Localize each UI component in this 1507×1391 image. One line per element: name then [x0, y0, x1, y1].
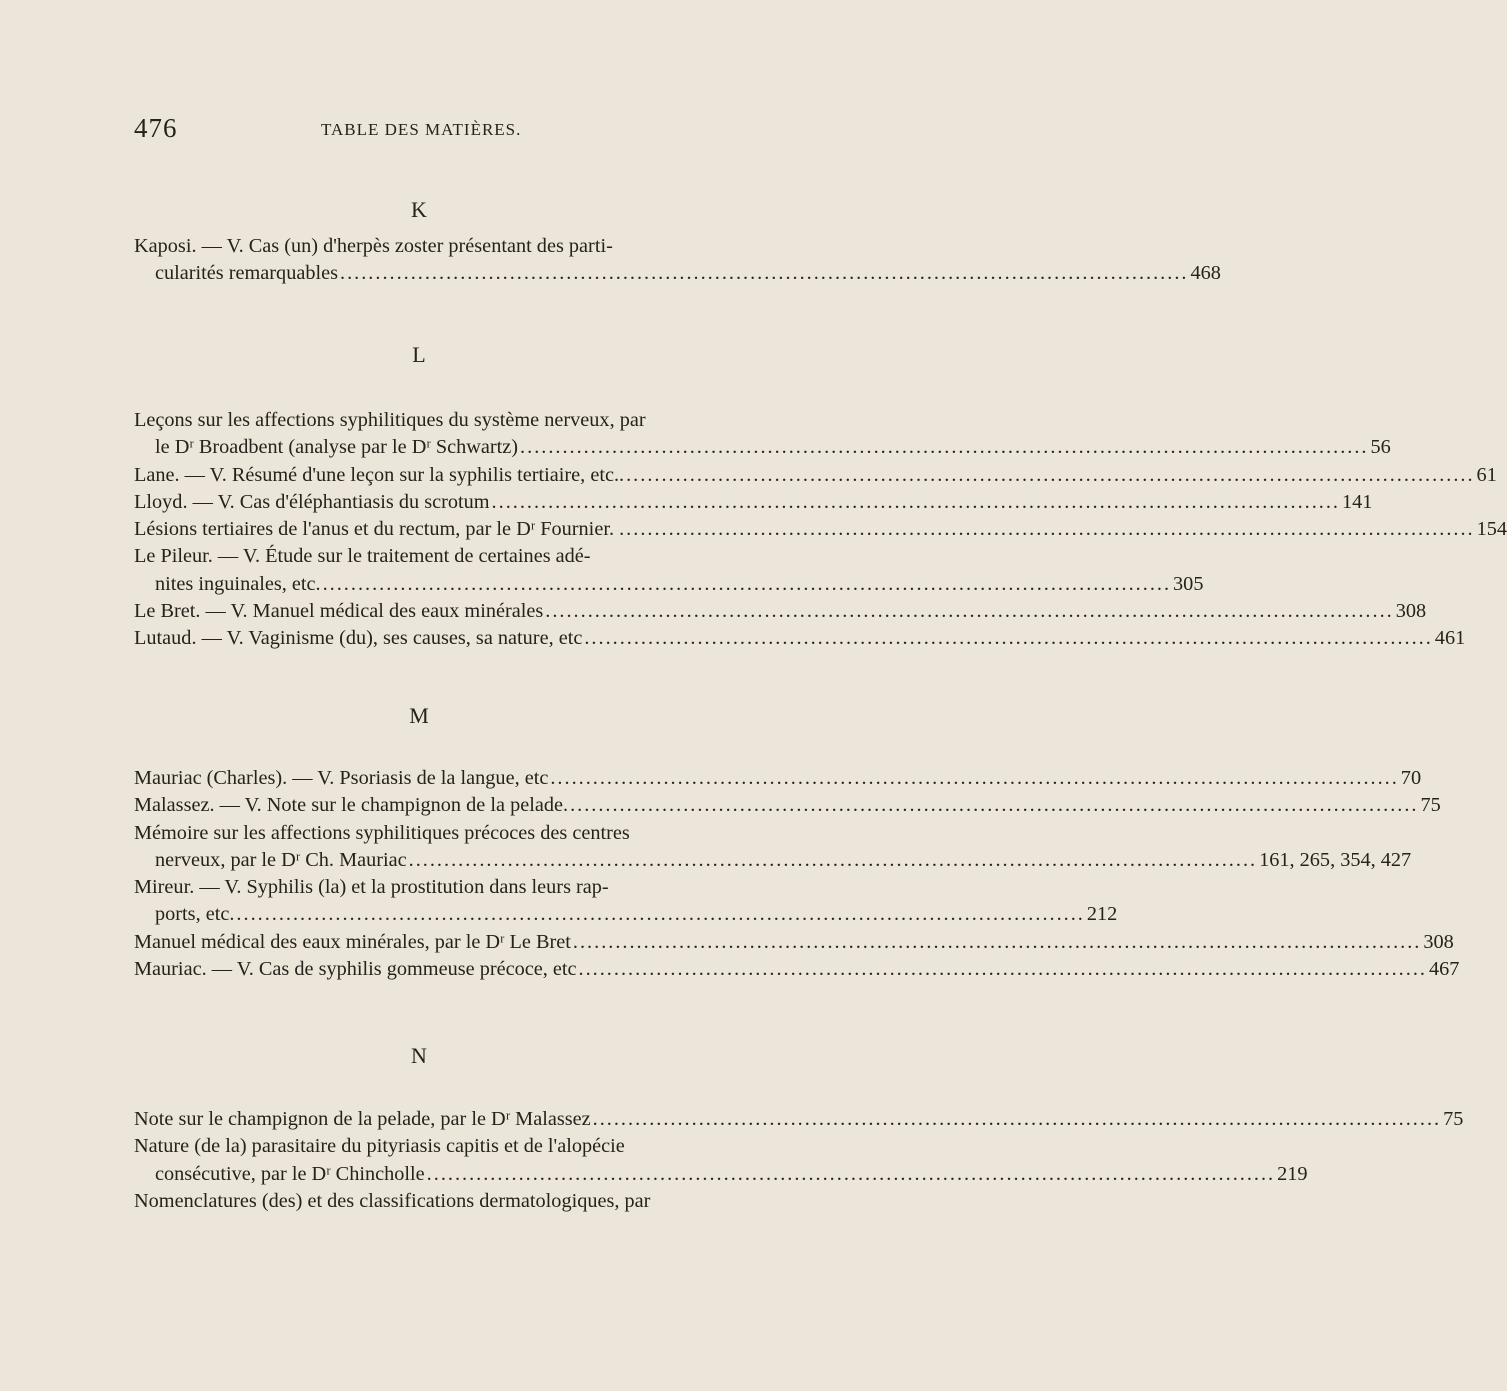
entry-text: Kaposi. — V. Cas (un) d'herpès zoster présentant des parti- — [134, 235, 613, 257]
page-reference: 75 — [1443, 1108, 1464, 1130]
entry-text: cularités remarquables — [155, 262, 339, 285]
section-letter-k: K — [411, 197, 427, 222]
section-m — [134, 765, 1460, 983]
entry-text: Nature (de la) parasitaire du pityriasis capitis et de l'alopécie — [134, 1135, 625, 1158]
entry-text: Lloyd. — V. Cas d'éléphantiasis du scrotum — [134, 490, 490, 513]
entry-text: Mireur. — V. Syphilis (la) et la prostitution dans leurs rap- — [134, 876, 609, 899]
dot-leader: ........................................................................................................................ — [520, 436, 1369, 459]
dot-leader: ........................................................................................................................ — [236, 903, 1085, 926]
page-reference: 56 — [1370, 436, 1391, 459]
dot-leader: ........................................................................................................................ — [426, 1162, 1276, 1185]
entry-line — [134, 1106, 1464, 1133]
entry-line — [134, 407, 706, 434]
page-number: 476 — [134, 113, 178, 143]
index-entry — [134, 792, 1441, 819]
entry-line — [134, 571, 1204, 598]
index-entry — [134, 407, 1391, 462]
entry-line — [134, 260, 1221, 287]
entry-text: Leçons sur les affections syphilitiques du système nerveux, par — [134, 409, 646, 431]
index-entry — [134, 929, 1454, 956]
index-entry — [134, 543, 1204, 598]
entry-text: Mauriac (Charles). — V. Psoriasis de la langue, etc — [134, 767, 549, 789]
index-entry — [134, 625, 1466, 652]
entry-line — [134, 543, 706, 570]
entry-line — [134, 874, 706, 901]
entry-text: Note sur le champignon de la pelade, par le Dʳ Malassez — [134, 1108, 591, 1130]
entry-text: nites inguinales, etc. — [155, 572, 321, 595]
entry-line — [134, 598, 1427, 625]
section-l — [134, 407, 1507, 653]
entry-line — [134, 820, 706, 847]
dot-leader: ........................................................................................................................ — [491, 490, 1340, 513]
index-entry — [134, 1188, 706, 1215]
dot-leader: ........................................................................................................................ — [592, 1108, 1442, 1130]
index-entry — [134, 462, 1497, 489]
entry-text: Lutaud. — V. Vaginisme (du), ses causes, sa nature, etc — [134, 627, 583, 650]
section-letter-m: M — [409, 703, 429, 728]
dot-leader: ........................................................................................................................ — [340, 262, 1189, 285]
entry-line — [134, 792, 1441, 819]
entry-text: Le Bret. — V. Manuel médical des eaux minérales — [134, 600, 544, 623]
page-reference: 308 — [1395, 600, 1427, 623]
entry-line — [134, 1161, 1308, 1188]
section-n — [134, 1106, 1464, 1215]
entry-text: Lésions tertiaires de l'anus et du rectum, par le Dʳ Fournier. . — [134, 518, 625, 541]
index-entry — [134, 489, 1373, 516]
entry-text: Le Pileur. — V. Étude sur le traitement de certaines adé- — [134, 545, 591, 568]
page-reference: 461 — [1434, 627, 1466, 650]
dot-leader: ........................................................................................................................ — [408, 848, 1258, 871]
page-reference: 467 — [1428, 958, 1460, 981]
entry-line — [134, 516, 1507, 543]
page-reference: 161, 265, 354, 427 — [1259, 848, 1412, 871]
dot-leader: ........................................................................................................................ — [550, 767, 1399, 789]
page-header — [134, 113, 671, 147]
dot-leader: ........................................................................................................................ — [545, 600, 1394, 623]
index-entry — [134, 598, 1427, 625]
dot-leader: ........................................................................................................................ — [626, 463, 1475, 486]
entry-line — [134, 765, 1422, 792]
entry-line — [134, 434, 1391, 461]
index-entry — [134, 516, 1507, 543]
entry-text: ports, etc. — [155, 903, 235, 926]
dot-leader: ........................................................................................................................ — [584, 627, 1433, 650]
page-reference: 70 — [1400, 767, 1422, 789]
index-entry — [134, 233, 1221, 288]
page-reference: 212 — [1086, 903, 1118, 926]
dot-leader: ........................................................................................................................ — [322, 572, 1172, 595]
section-letter-n: N — [411, 1043, 427, 1068]
index-entry — [134, 1106, 1464, 1133]
section-letter-l: L — [412, 342, 426, 367]
page-reference: 154 — [1476, 518, 1507, 541]
entry-text: Nomenclatures (des) et des classifications dermatologiques, par — [134, 1189, 651, 1212]
index-entry — [134, 765, 1422, 792]
section-k — [134, 233, 1221, 288]
dot-leader: ........................................................................................................................ — [578, 958, 1427, 981]
entry-text: Malassez. — V. Note sur le champignon de la pelade. — [134, 794, 569, 817]
entry-text: Lane. — V. Résumé d'une leçon sur la syphilis tertiaire, etc.. — [134, 463, 625, 486]
page-reference: 141 — [1341, 490, 1373, 513]
entry-line — [134, 901, 1118, 928]
entry-line — [134, 847, 1412, 874]
index-entry — [134, 1133, 1308, 1188]
entry-line — [134, 233, 706, 260]
entry-line — [134, 1188, 706, 1215]
running-title: TABLE DES MATIÈRES. — [321, 120, 522, 139]
page-reference: 61 — [1476, 463, 1497, 486]
page-reference: 219 — [1277, 1162, 1308, 1185]
entry-text: nerveux, par le Dʳ Ch. Mauriac — [155, 848, 407, 871]
entry-line — [134, 1133, 706, 1160]
page-reference: 305 — [1173, 572, 1204, 595]
entry-text: consécutive, par le Dʳ Chincholle — [155, 1162, 425, 1185]
entry-text: Manuel médical des eaux minérales, par le Dʳ Le Bret — [134, 930, 571, 953]
dot-leader: ........................................................................................................................ — [570, 794, 1419, 817]
entry-line — [134, 929, 1454, 956]
index-entry — [134, 820, 1412, 875]
entry-text: Mémoire sur les affections syphilitiques précoces des centres — [134, 821, 630, 844]
page-reference: 75 — [1420, 794, 1441, 817]
entry-text: Mauriac. — V. Cas de syphilis gommeuse précoce, etc — [134, 958, 577, 981]
entry-line — [134, 625, 1466, 652]
entry-text: le Dʳ Broadbent (analyse par le Dʳ Schwartz) — [155, 436, 519, 459]
entry-line — [134, 489, 1373, 516]
page-reference: 468 — [1190, 262, 1221, 285]
index-entry — [134, 874, 1118, 929]
entry-line — [134, 956, 1460, 983]
dot-leader: ........................................................................................................................ — [572, 930, 1422, 953]
page-reference: 308 — [1423, 930, 1454, 953]
index-entry — [134, 956, 1460, 983]
entry-line — [134, 462, 1497, 489]
dot-leader: ........................................................................................................................ — [626, 518, 1475, 541]
